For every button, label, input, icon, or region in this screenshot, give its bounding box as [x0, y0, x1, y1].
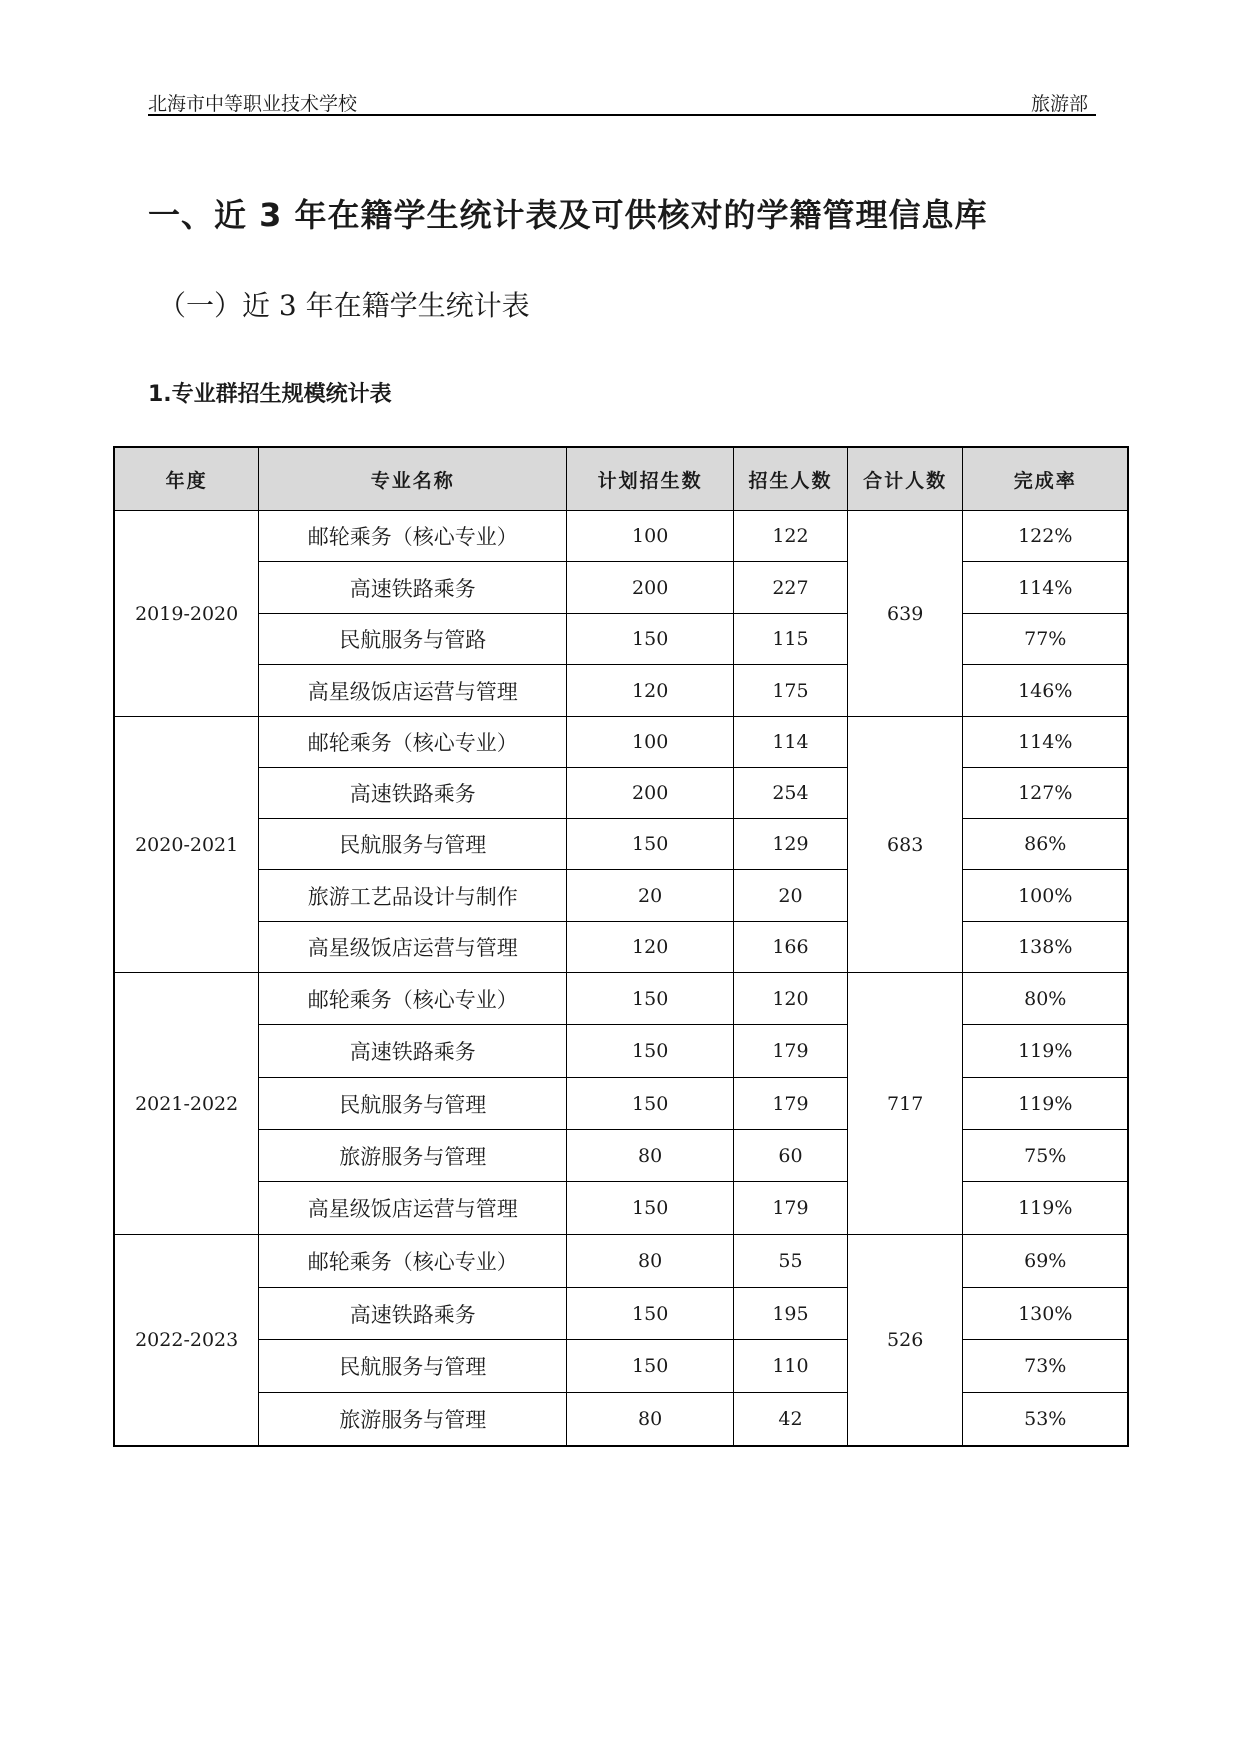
rate-cell: 69% — [963, 1235, 1128, 1288]
major-cell: 旅游服务与管理 — [259, 1130, 567, 1182]
col-header-total: 合计人数 — [847, 447, 963, 511]
table-row — [114, 768, 1128, 819]
table-title: 1.专业群招生规模统计表 — [148, 382, 392, 407]
plan-cell: 100 — [567, 511, 734, 562]
major-cell: 邮轮乘务（核心专业） — [259, 717, 567, 768]
enrolled-cell: 115 — [734, 614, 848, 665]
table-row — [114, 1182, 1128, 1235]
enrolled-cell: 20 — [734, 870, 848, 922]
table-row — [114, 717, 1128, 768]
enrollment-table — [113, 446, 1129, 1447]
table-row — [114, 1025, 1128, 1078]
department-name: 旅游部 — [1030, 93, 1088, 115]
enrolled-cell: 55 — [734, 1235, 848, 1288]
rate-cell: 119% — [963, 1182, 1128, 1235]
plan-cell: 200 — [567, 562, 734, 614]
major-cell: 旅游服务与管理 — [259, 1393, 567, 1446]
rate-cell: 138% — [963, 922, 1128, 973]
major-cell: 旅游工艺品设计与制作 — [259, 870, 567, 922]
plan-cell: 200 — [567, 768, 734, 819]
plan-cell: 20 — [567, 870, 734, 922]
col-header-plan: 计划招生数 — [567, 447, 734, 511]
rate-cell: 77% — [963, 614, 1128, 665]
col-header-enrolled: 招生人数 — [734, 447, 848, 511]
table-body — [114, 511, 1128, 1446]
table-row — [114, 819, 1128, 870]
rate-cell: 122% — [963, 511, 1128, 562]
enrolled-cell: 60 — [734, 1130, 848, 1182]
table-row — [114, 511, 1128, 562]
year-cell: 2021-2022 — [114, 973, 259, 1235]
rate-cell: 119% — [963, 1025, 1128, 1078]
total-cell: 639 — [847, 511, 963, 717]
table-row — [114, 1078, 1128, 1130]
rate-cell: 130% — [963, 1288, 1128, 1340]
enrolled-cell: 254 — [734, 768, 848, 819]
rate-cell: 100% — [963, 870, 1128, 922]
plan-cell: 80 — [567, 1393, 734, 1446]
rate-cell: 114% — [963, 562, 1128, 614]
school-name: 北海市中等职业技术学校 — [148, 93, 358, 115]
enrolled-cell: 179 — [734, 1078, 848, 1130]
major-cell: 民航服务与管理 — [259, 1340, 567, 1393]
subsection-heading: （一）近 3 年在籍学生统计表 — [158, 289, 530, 322]
major-cell: 邮轮乘务（核心专业） — [259, 511, 567, 562]
major-cell: 邮轮乘务（核心专业） — [259, 1235, 567, 1288]
plan-cell: 100 — [567, 717, 734, 768]
enrolled-cell: 110 — [734, 1340, 848, 1393]
table-row — [114, 1130, 1128, 1182]
enrolled-cell: 179 — [734, 1182, 848, 1235]
rate-cell: 53% — [963, 1393, 1128, 1446]
total-cell: 683 — [847, 717, 963, 973]
table-row — [114, 870, 1128, 922]
plan-cell: 120 — [567, 922, 734, 973]
major-cell: 高速铁路乘务 — [259, 1025, 567, 1078]
major-cell: 高速铁路乘务 — [259, 1288, 567, 1340]
rate-cell: 80% — [963, 973, 1128, 1025]
rate-cell: 127% — [963, 768, 1128, 819]
plan-cell: 150 — [567, 1078, 734, 1130]
year-cell: 2020-2021 — [114, 717, 259, 973]
plan-cell: 150 — [567, 973, 734, 1025]
enrolled-cell: 175 — [734, 665, 848, 717]
total-cell: 526 — [847, 1235, 963, 1446]
major-cell: 民航服务与管理 — [259, 1078, 567, 1130]
plan-cell: 150 — [567, 1340, 734, 1393]
col-header-major: 专业名称 — [259, 447, 567, 511]
year-cell: 2022-2023 — [114, 1235, 259, 1446]
rate-cell: 75% — [963, 1130, 1128, 1182]
table-row — [114, 1393, 1128, 1446]
major-cell: 高速铁路乘务 — [259, 768, 567, 819]
rate-cell: 73% — [963, 1340, 1128, 1393]
enrolled-cell: 179 — [734, 1025, 848, 1078]
enrolled-cell: 120 — [734, 973, 848, 1025]
plan-cell: 80 — [567, 1235, 734, 1288]
table-row — [114, 1288, 1128, 1340]
plan-cell: 80 — [567, 1130, 734, 1182]
major-cell: 高星级饭店运营与管理 — [259, 922, 567, 973]
table-row — [114, 562, 1128, 614]
major-cell: 高速铁路乘务 — [259, 562, 567, 614]
enrolled-cell: 166 — [734, 922, 848, 973]
plan-cell: 150 — [567, 819, 734, 870]
plan-cell: 150 — [567, 1025, 734, 1078]
plan-cell: 120 — [567, 665, 734, 717]
plan-cell: 150 — [567, 614, 734, 665]
rate-cell: 114% — [963, 717, 1128, 768]
enrolled-cell: 114 — [734, 717, 848, 768]
major-cell: 民航服务与管理 — [259, 819, 567, 870]
section-heading: 一、近 3 年在籍学生统计表及可供核对的学籍管理信息库 — [148, 196, 988, 234]
table-header-row — [114, 447, 1128, 511]
enrolled-cell: 122 — [734, 511, 848, 562]
rate-cell: 86% — [963, 819, 1128, 870]
table-row — [114, 1340, 1128, 1393]
enrolled-cell: 129 — [734, 819, 848, 870]
table-row — [114, 973, 1128, 1025]
col-header-year: 年度 — [114, 447, 259, 511]
rate-cell: 119% — [963, 1078, 1128, 1130]
page-header — [148, 86, 1096, 116]
table-row — [114, 614, 1128, 665]
major-cell: 高星级饭店运营与管理 — [259, 1182, 567, 1235]
year-cell: 2019-2020 — [114, 511, 259, 717]
enrolled-cell: 227 — [734, 562, 848, 614]
table-row — [114, 922, 1128, 973]
major-cell: 邮轮乘务（核心专业） — [259, 973, 567, 1025]
total-cell: 717 — [847, 973, 963, 1235]
plan-cell: 150 — [567, 1288, 734, 1340]
table-row — [114, 665, 1128, 717]
major-cell: 高星级饭店运营与管理 — [259, 665, 567, 717]
col-header-rate: 完成率 — [963, 447, 1128, 511]
table-row — [114, 1235, 1128, 1288]
enrolled-cell: 195 — [734, 1288, 848, 1340]
enrolled-cell: 42 — [734, 1393, 848, 1446]
rate-cell: 146% — [963, 665, 1128, 717]
plan-cell: 150 — [567, 1182, 734, 1235]
major-cell: 民航服务与管路 — [259, 614, 567, 665]
